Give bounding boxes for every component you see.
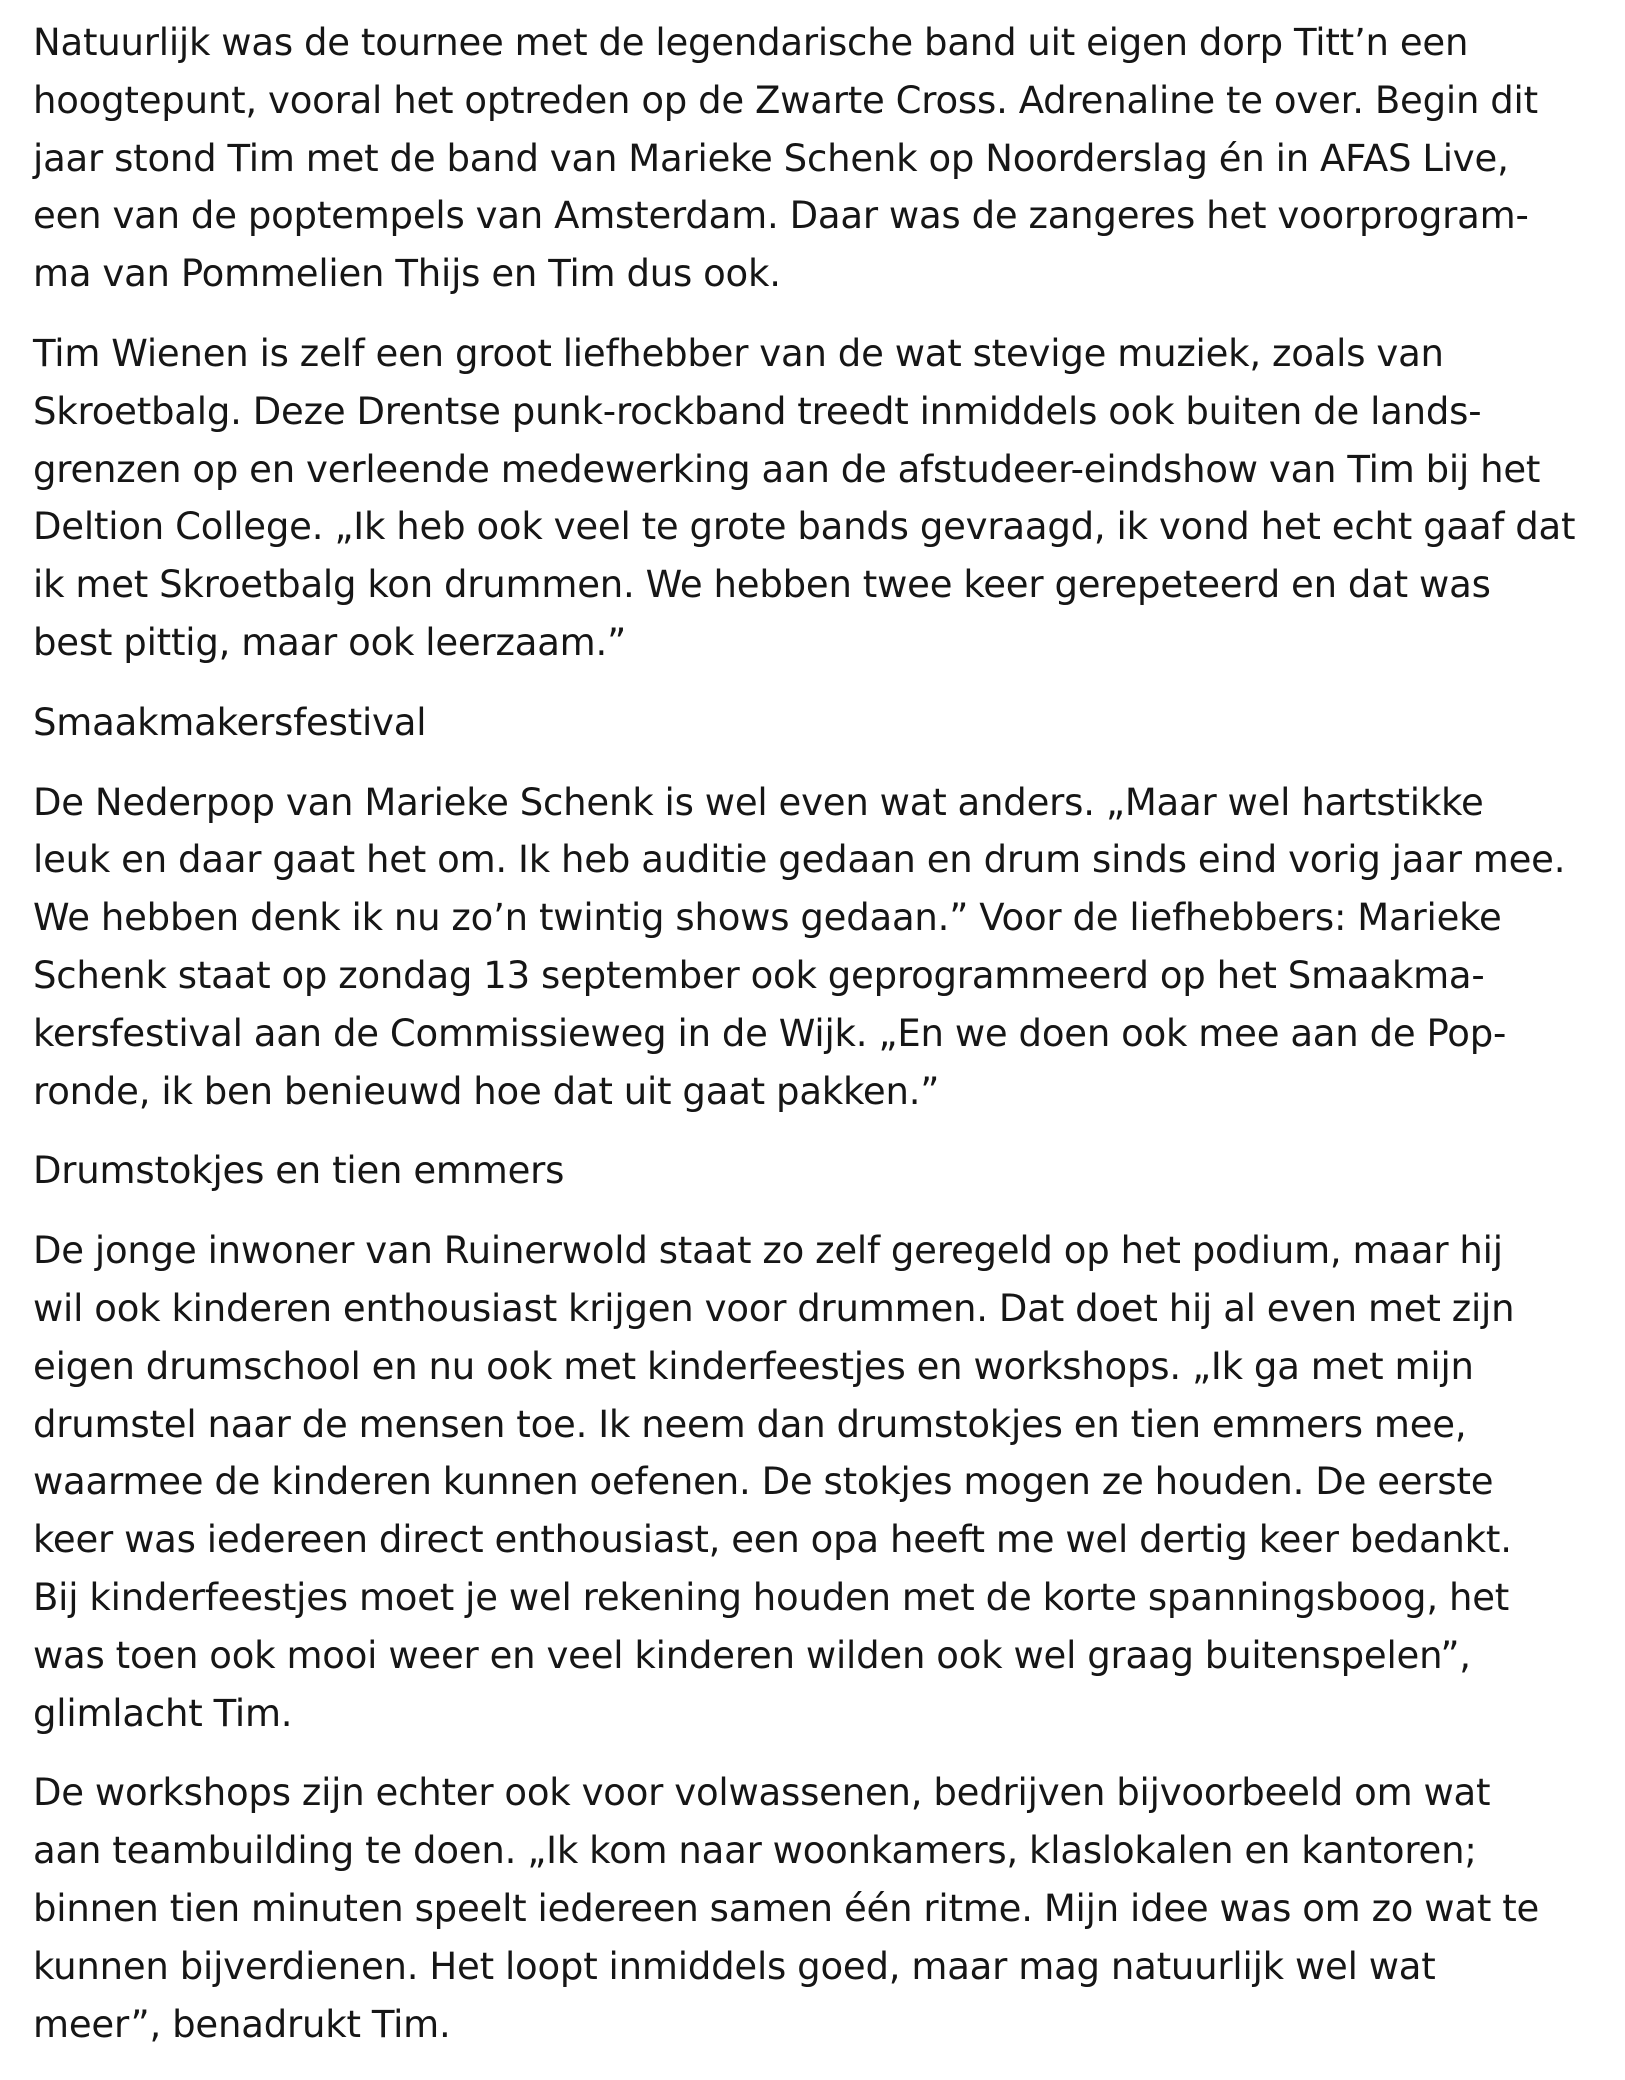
text-line: leuk en daar gaat het om. Ik heb auditie gedaan en drum sinds eind vorig jaar mee. (33, 838, 1566, 882)
text-line: De Nederpop van Marieke Schenk is wel even wat anders. „Maar wel hartstikke (33, 780, 1484, 824)
text-line: Skroetbalg. Deze Drentse punk-rockband treedt inmiddels ook buiten de lands- (33, 389, 1482, 433)
text-line: best pittig, maar ook leerzaam.” (33, 620, 627, 664)
text-line: We hebben denk ik nu zo’n twintig shows gedaan.” Voor de liefhebbers: Marieke (33, 896, 1502, 940)
text-line: wil ook kinderen enthousiast krijgen voor drummen. Dat doet hij al even met zijn (33, 1286, 1515, 1330)
paragraph-1 (33, 14, 1613, 303)
text-line: aan teambuilding te doen. „Ik kom naar woonkamers, klaslokalen en kantoren; (33, 1829, 1477, 1873)
text-line: waarmee de kinderen kunnen oefenen. De stokjes mogen ze houden. De eerste (33, 1460, 1494, 1504)
text-line: Tim Wienen is zelf een groot liefhebber van de wat stevige muziek, zoals van (33, 331, 1444, 375)
article-body (33, 14, 1613, 2075)
text-line: ik met Skroetbalg kon drummen. We hebben twee keer gerepeteerd en dat was (33, 563, 1491, 607)
text-line: eigen drumschool en nu ook met kinderfeestjes en workshops. „Ik ga met mijn (33, 1344, 1474, 1388)
text-line: een van de poptempels van Amsterdam. Daar was de zangeres het voorprogram- (33, 194, 1529, 238)
subheading-drumstokjes: Drumstokjes en tien emmers (33, 1149, 565, 1193)
text-line: Deltion College. „Ik heb ook veel te grote bands gevraagd, ik vond het echt gaaf dat (33, 505, 1576, 549)
text-line: keer was iedereen direct enthousiast, een opa heeft me wel dertig keer bedankt. (33, 1518, 1512, 1562)
text-line: kersfestival aan de Commissieweg in de Wijk. „En we doen ook mee aan de Pop- (33, 1011, 1507, 1055)
text-line: De workshops zijn echter ook voor volwassenen, bedrijven bijvoorbeeld om wat (33, 1771, 1491, 1815)
text-line: grenzen op en verleende medewerking aan de afstudeer-eindshow van Tim bij het (33, 447, 1541, 491)
text-line: meer”, benadrukt Tim. (33, 2002, 451, 2046)
text-line: De jonge inwoner van Ruinerwold staat zo zelf geregeld op het podium, maar hij (33, 1229, 1503, 1273)
paragraph-3 (33, 774, 1613, 1121)
text-line: ronde, ik ben benieuwd hoe dat uit gaat pakken.” (33, 1069, 940, 1113)
paragraph-4 (33, 1222, 1613, 1742)
paragraph-2 (33, 325, 1613, 672)
text-line: ma van Pommelien Thijs en Tim dus ook. (33, 252, 781, 296)
text-line: hoogtepunt, vooral het optreden op de Zwarte Cross. Adrenaline te over. Begin dit (33, 78, 1538, 122)
text-line: Bij kinderfeestjes moet je wel rekening houden met de korte spanningsboog, het (33, 1575, 1510, 1619)
paragraph-5 (33, 1764, 1613, 2053)
text-line: jaar stond Tim met de band van Marieke Schenk op Noorderslag én in AFAS Live, (33, 136, 1509, 180)
text-line: binnen tien minuten speelt iedereen samen één ritme. Mijn idee was om zo wat te (33, 1886, 1540, 1930)
text-line: Schenk staat op zondag 13 september ook geprogrammeerd op het Smaakma- (33, 953, 1485, 997)
text-line: glimlacht Tim. (33, 1691, 293, 1735)
text-line: Natuurlijk was de tournee met de legendarische band uit eigen dorp Titt’n een (33, 21, 1469, 64)
text-line: kunnen bijverdienen. Het loopt inmiddels goed, maar mag natuurlijk wel wat (33, 1944, 1436, 1988)
text-line: was toen ook mooi weer en veel kinderen wilden ook wel graag buitenspelen”, (33, 1633, 1471, 1677)
subheading-smaakmakersfestival: Smaakmakersfestival (33, 700, 427, 744)
text-line: drumstel naar de mensen toe. Ik neem dan drumstokjes en tien emmers mee, (33, 1402, 1467, 1446)
